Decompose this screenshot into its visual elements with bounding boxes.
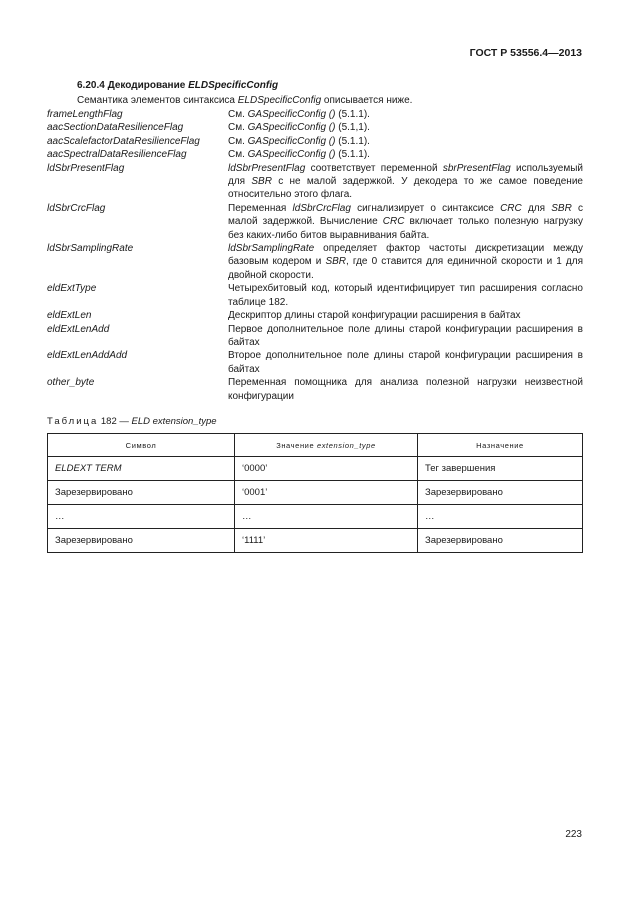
definition-row xyxy=(47,121,583,134)
page-number: 223 xyxy=(565,829,582,840)
definition-description: Переменная помощника для анализа полезной нагрузки неизвестной конфигурации xyxy=(228,377,583,402)
table-cell: ELDEXT TERM xyxy=(48,457,235,481)
definition-description: См. GASpecificConfig () (5.1,1). xyxy=(228,122,370,134)
definition-row xyxy=(47,135,583,148)
table-cell: … xyxy=(235,505,418,529)
table-row xyxy=(48,505,583,529)
definition-description: См. GASpecificConfig () (5.1.1). xyxy=(228,149,370,161)
definition-description: Дескриптор длины старой конфигурации расширения в байтах xyxy=(228,310,521,322)
definition-row xyxy=(47,349,583,376)
table-header-cell: Символ xyxy=(48,434,235,457)
section-title-prefix: Декодирование xyxy=(107,80,189,91)
definition-row xyxy=(47,376,583,403)
intro-pre: Семантика элементов синтаксиса xyxy=(77,95,238,106)
section-intro xyxy=(77,95,412,106)
caption-title: ELD extension_type xyxy=(131,416,217,427)
section-title xyxy=(77,80,278,91)
definition-term: aacSpectralDataResilienceFlag xyxy=(47,149,187,161)
definition-description: Четырехбитовый код, который идентифицирует тип расширения согласно таблице 182. xyxy=(228,283,583,308)
table-cell: Тег завершения xyxy=(418,457,583,481)
table-cell: ‘0001’ xyxy=(235,481,418,505)
table-header-cell: Назначение xyxy=(418,434,583,457)
caption-label: Таблица xyxy=(47,416,99,427)
definition-term: eldExtLenAdd xyxy=(47,323,110,335)
definition-row xyxy=(47,148,583,161)
table-cell: Зарезервировано xyxy=(48,529,235,553)
definition-row xyxy=(47,323,583,350)
definition-row xyxy=(47,282,583,309)
table-cell: Зарезервировано xyxy=(48,481,235,505)
table-body xyxy=(48,457,583,553)
table-cell: … xyxy=(48,505,235,529)
definition-term: aacSectionDataResilienceFlag xyxy=(47,122,184,134)
definition-term: ldSbrSamplingRate xyxy=(47,243,134,255)
definition-row xyxy=(47,162,583,202)
definition-row xyxy=(47,309,583,322)
definition-description: ldSbrSamplingRate определяет фактор частоты дискретизации между базовым кодером и SBR, где 0 ставится для единичной скорости и 1 для двойной скорости. xyxy=(228,243,583,281)
extension-type-table xyxy=(47,433,583,553)
definition-term: eldExtLenAddAdd xyxy=(47,350,128,362)
definition-term: eldExtType xyxy=(47,283,97,295)
definition-term: ldSbrPresentFlag xyxy=(47,162,125,174)
table-header-cell: Значение extension_type xyxy=(235,434,418,457)
definition-row xyxy=(47,202,583,242)
definition-term: aacScalefactorDataResilienceFlag xyxy=(47,135,200,147)
definition-term: frameLengthFlag xyxy=(47,109,123,120)
definition-list xyxy=(47,108,583,403)
table-caption xyxy=(47,416,217,427)
definition-description: Переменная ldSbrCrcFlag сигнализирует о синтаксисе CRC для SBR с малой задержкой. Вычисление CRC включает только полезную нагрузку без каких-либо битов выравнивания байта. xyxy=(228,202,583,241)
definition-description: ldSbrPresentFlag соответствует переменной sbrPresentFlag используемый для SBR с не малой задержкой. У декодера то же самое поведение относительно этого флага. xyxy=(228,162,583,201)
table-cell: Зарезервировано xyxy=(418,529,583,553)
table-header-row xyxy=(48,434,583,457)
table-row xyxy=(48,457,583,481)
definition-row xyxy=(47,108,583,121)
definition-term: other_byte xyxy=(47,377,95,389)
definition-term: ldSbrCrcFlag xyxy=(47,202,106,214)
table-cell: ‘0000’ xyxy=(235,457,418,481)
table-cell: Зарезервировано xyxy=(418,481,583,505)
definition-term: eldExtLen xyxy=(47,310,92,322)
definition-description: Второе дополнительное поле длины старой конфигурации расширения в байтах xyxy=(228,350,583,375)
table-cell: … xyxy=(418,505,583,529)
table-row xyxy=(48,529,583,553)
definition-description: См. GASpecificConfig () (5.1.1). xyxy=(228,135,370,147)
table-row xyxy=(48,481,583,505)
section-title-em: ELDSpecificConfig xyxy=(188,80,279,91)
intro-em: ELDSpecificConfig xyxy=(237,95,322,106)
definition-description: См. GASpecificConfig () (5.1.1). xyxy=(228,109,370,120)
document-header: ГОСТ Р 53556.4—2013 xyxy=(469,47,582,59)
table-cell: ‘1111’ xyxy=(235,529,418,553)
caption-number: 182 — xyxy=(98,416,132,427)
definition-description: Первое дополнительное поле длины старой конфигурации расширения в байтах xyxy=(228,323,583,348)
intro-post: описывается ниже. xyxy=(321,95,413,106)
definition-row xyxy=(47,242,583,282)
section-number: 6.20.4 xyxy=(77,80,105,91)
